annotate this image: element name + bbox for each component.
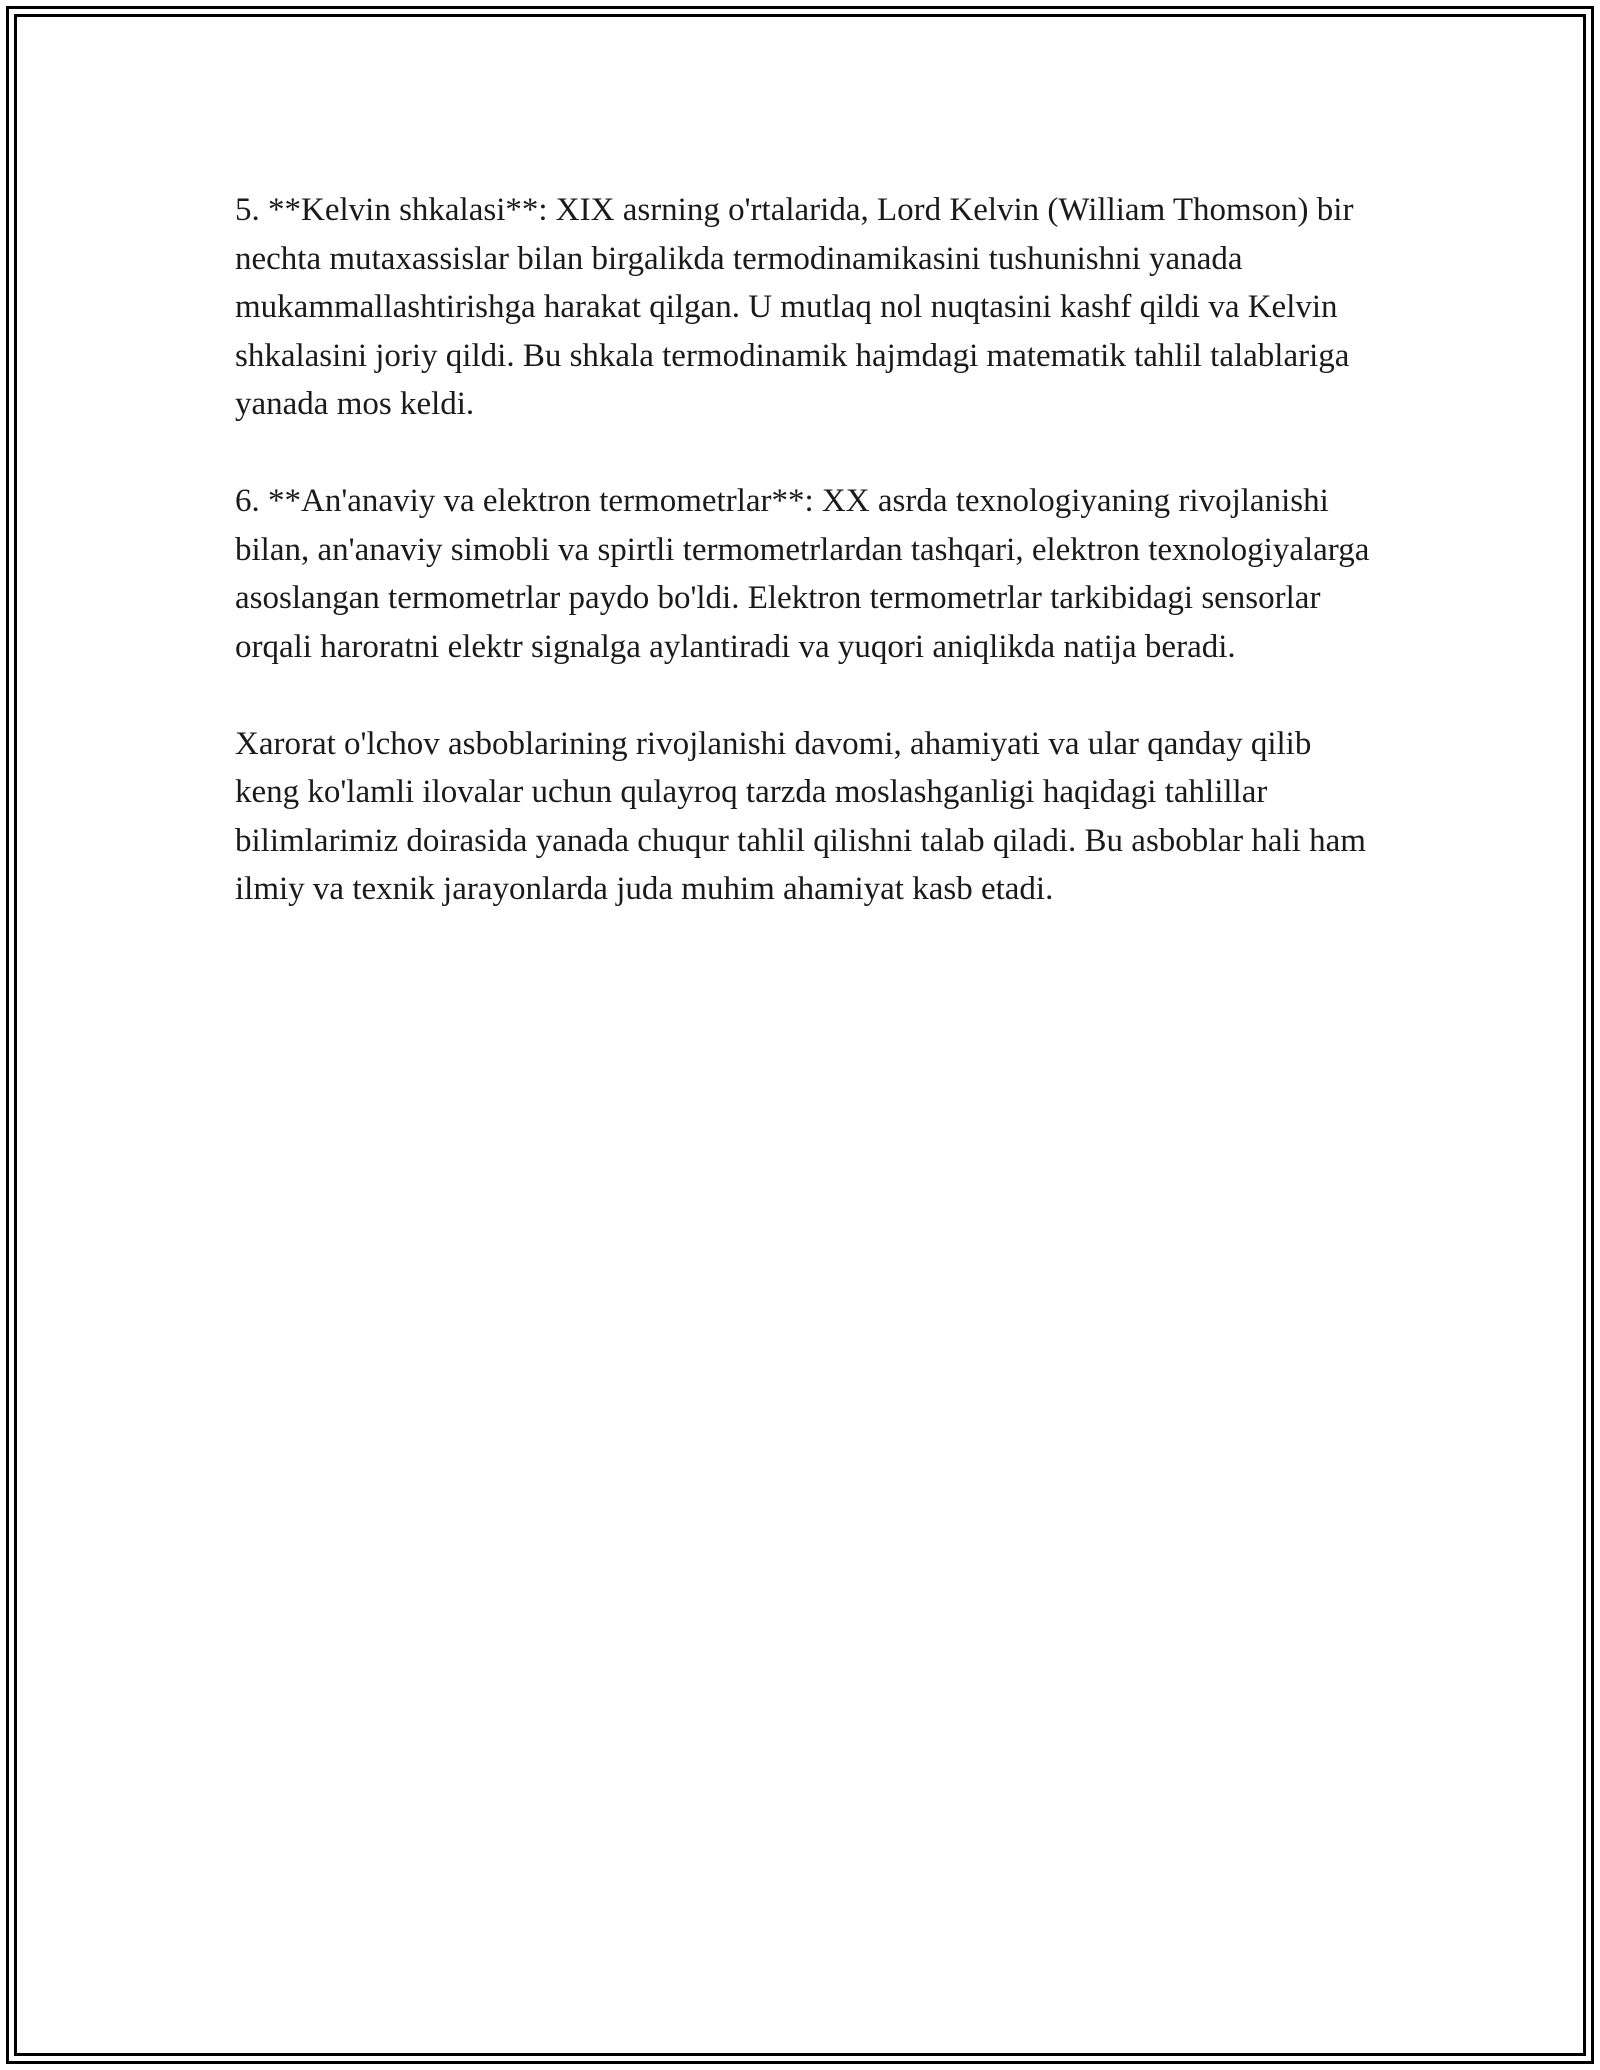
document-body [235, 186, 1380, 962]
paragraph-thermometers: 6. **An'anaviy va elektron termometrlar**: XX asrda texnologiyaning rivojlanishi bilan, an'anaviy simobli va spirtli termometrlardan tashqari, elektron texnologiyalarga asoslangan termometrlar paydo bo'ldi. Elektron termometrlar tarkibidagi sensorlar orqali haroratni elektr signalga aylantiradi va yuqori aniqlikda natija beradi. [235, 483, 1370, 665]
paragraph-conclusion: Xarorat o'lchov asboblarining rivojlanishi davomi, ahamiyati va ular qanday qilib keng ko'lamli ilovalar uchun qulayroq tarzda moslashganligi haqidagi tahlillar bilimlarimiz doirasida yanada chuqur tahlil qilishni talab qiladi. Bu asboblar hali ham ilmiy va texnik jarayonlarda juda muhim ahamiyat kasb etadi. [235, 725, 1366, 907]
paragraph-kelvin-scale: 5. **Kelvin shkalasi**: XIX asrning o'rtalarida, Lord Kelvin (William Thomson) bir nechta mutaxassislar bilan birgalikda termodinamikasini tushunishni yanada mukammallashtirishga harakat qilgan. U mutlaq nol nuqtasini kashf qildi va Kelvin shkalasini joriy qildi. Bu shkala termodinamik hajmdagi matematik tahlil talablariga yanada mos keldi. [235, 192, 1354, 422]
